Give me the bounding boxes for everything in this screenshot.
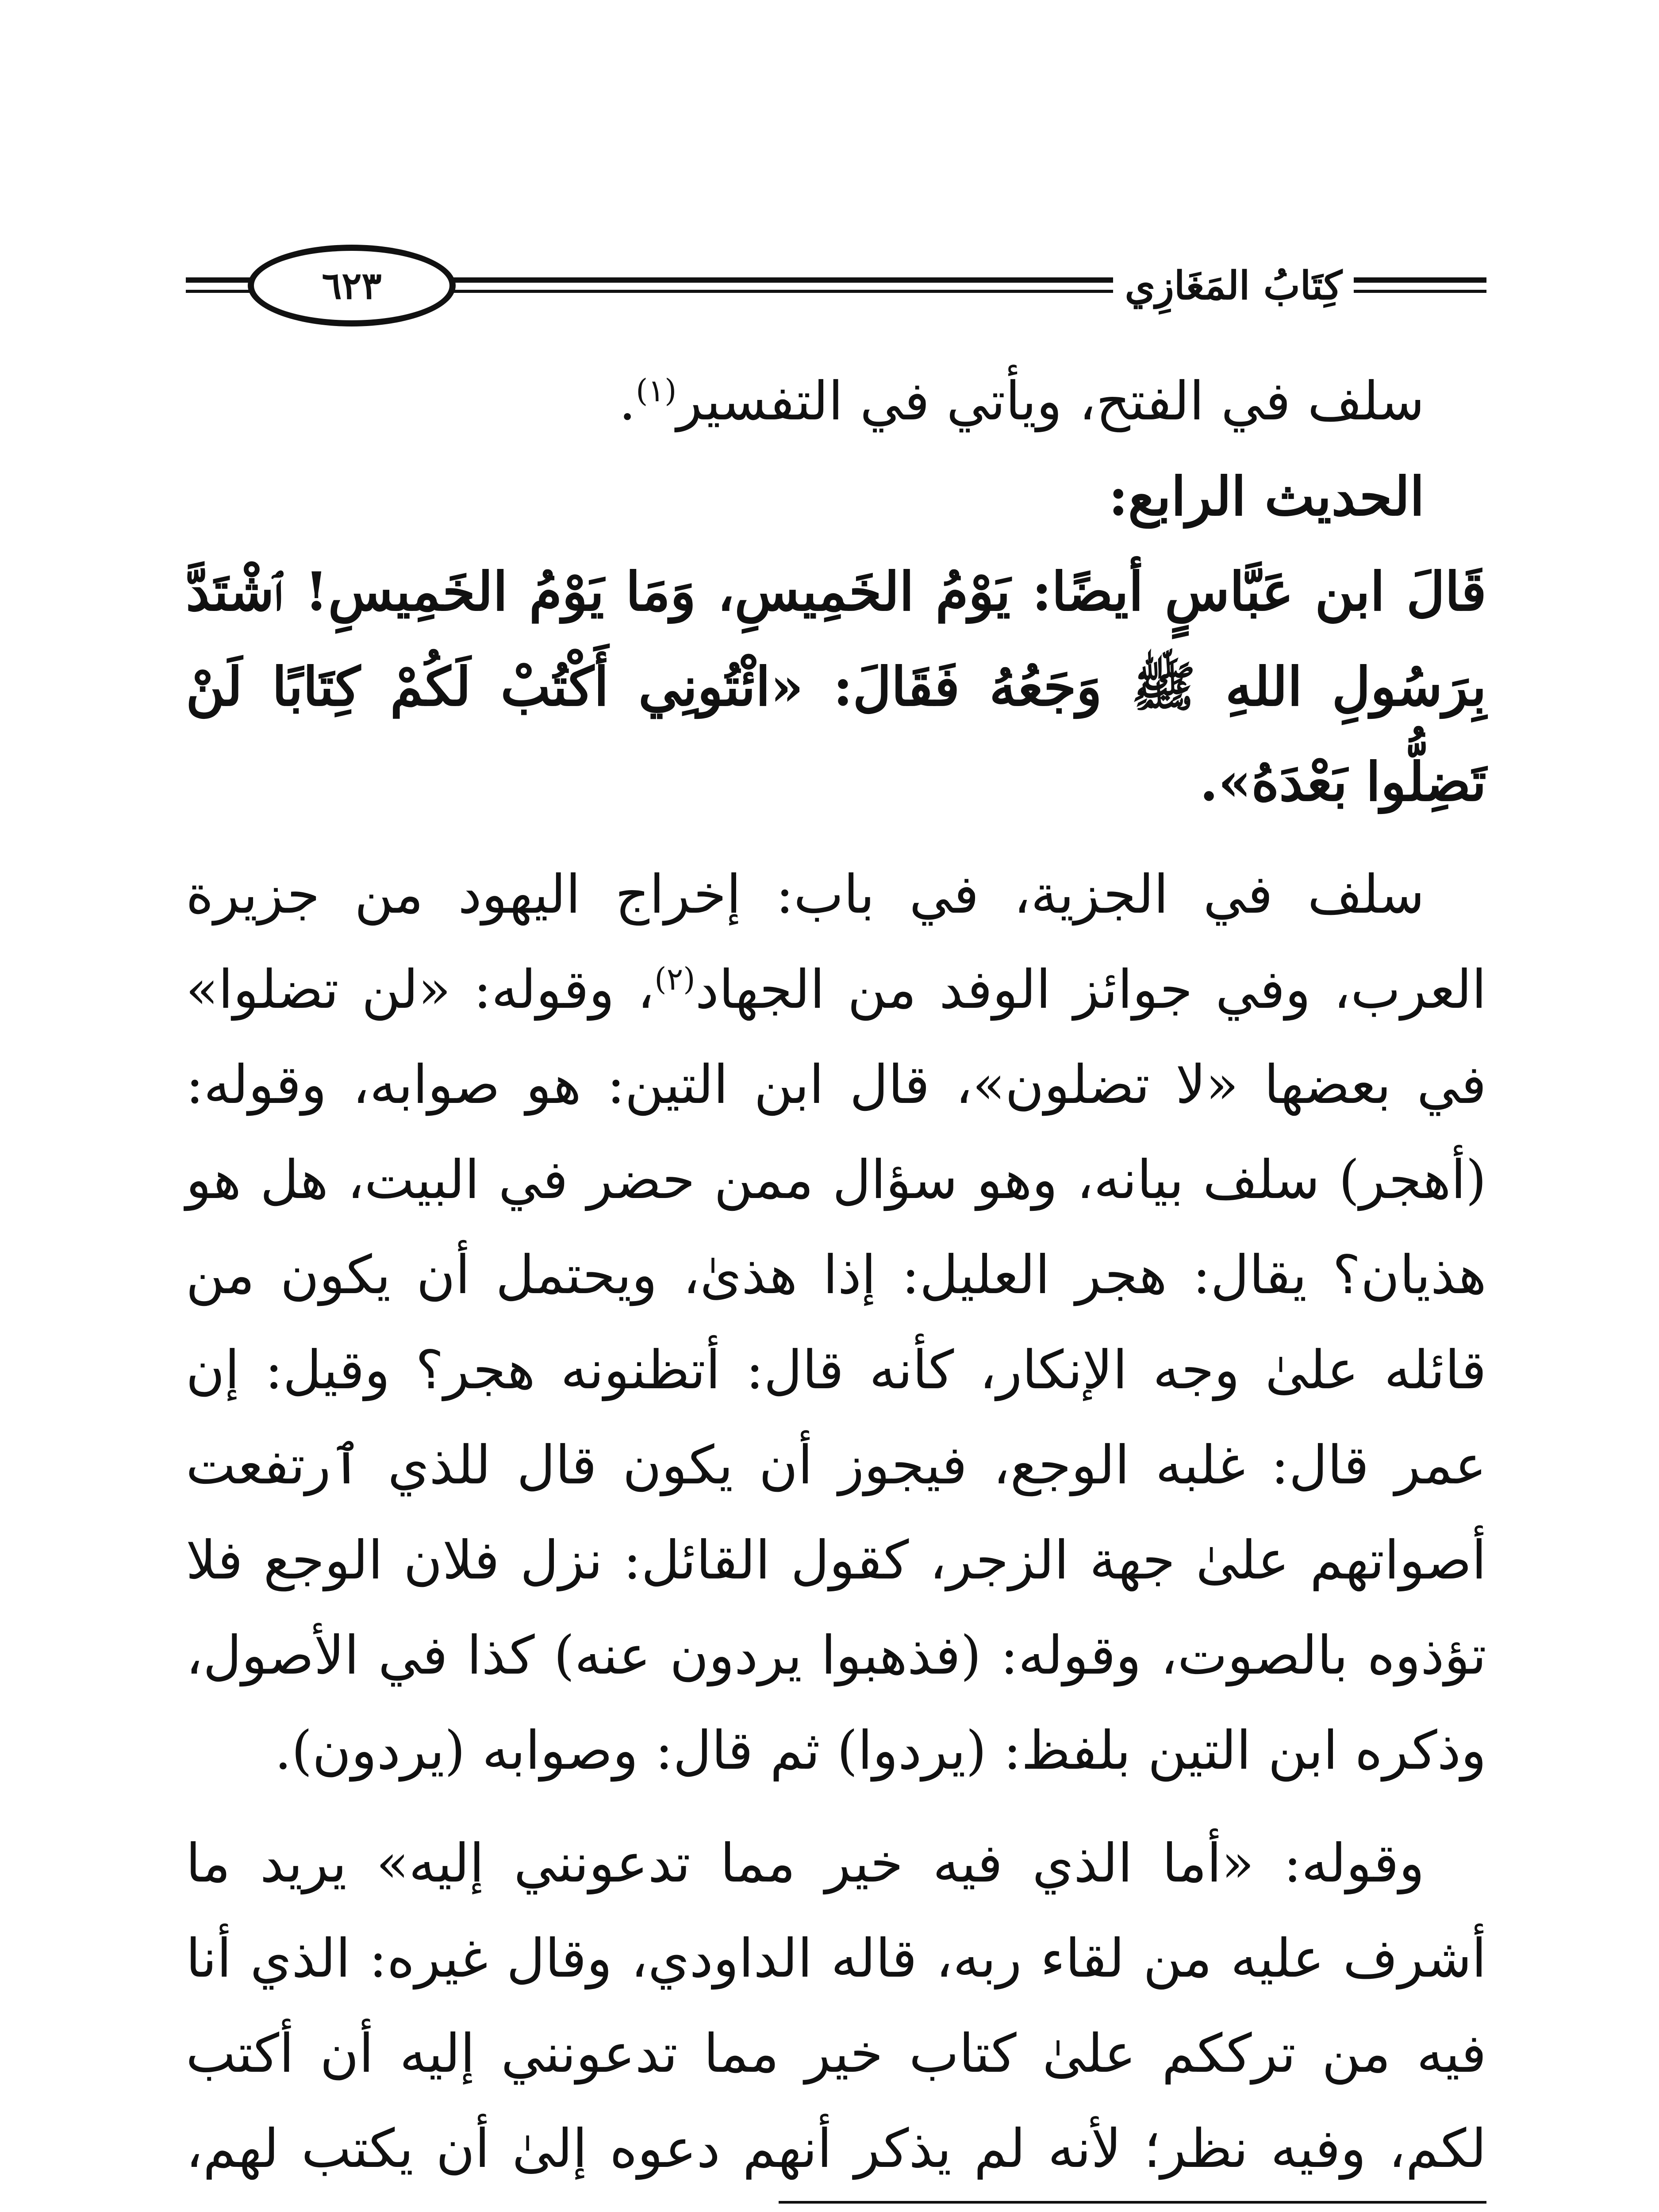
commentary-1-rest: ، وقوله: «لن تضلوا» في بعضها «لا تضلون»، قال ابن التين: هو صوابه، وقوله: (أهجر) سلف بيانه، وهو سؤال ممن حضر في البيت، هل هو هذيان؟ يقال: هجر العليل: إذا هذىٰ، ويحتمل أن يكون من قائله علىٰ وجه الإنكار، كأنه قال: أتظنونه هجر؟ وقيل: إن عمر قال: غلبه الوجع، فيجوز أن يكون قال للذي ٱرتفعت أصواتهم علىٰ جهة الزجر، كقول القائل: نزل فلان الوجع فلا تؤذوه بالصوت، وقوله: (فذهبوا يردون عنه) كذا في الأصول، وذكره ابن التين بلفظ: (يردوا) ثم قال: وصوابه (يردون). <box>186 959 1486 1782</box>
section-heading: الحديث الرابع: <box>1108 465 1425 528</box>
header-rule-left-bottom <box>186 290 252 293</box>
commentary-paragraph-2: وقوله: «أما الذي فيه خير مما تدعونني إليه» يريد ما أشرف عليه من لقاء ربه، قاله الداودي، وقال غيره: الذي أنا فيه من ترككم علىٰ كتاب خير مما تدعونني إليه أن أكتب لكم، وفيه نظر؛ لأنه لم يذكر أنهم دعوه إلىٰ أن يكتب لهم، <box>186 1833 1486 2180</box>
footnote-ref-1[interactable]: (١) <box>636 373 677 409</box>
page-number: ٦٢٣ <box>248 245 456 326</box>
opening-line-text: سلف في الفتح، ويأتي في التفسير <box>676 371 1425 432</box>
main-text <box>186 354 1486 2212</box>
footnote-separator <box>779 2201 1486 2204</box>
book-title: كِتَابُ المَغَازِي <box>1113 254 1354 316</box>
commentary-paragraph-1 <box>186 847 1486 1798</box>
opening-line <box>186 354 1486 449</box>
hadith-text: قَالَ ابن عَبَّاسٍ أيضًا: يَوْمُ الخَمِيسِ، وَمَا يَوْمُ الخَمِيسِ! ٱشْتَدَّ بِرَسُولِ اللهِ ﷺ وَجَعُهُ فَقَالَ: «ائْتُونِي أَكْتُبْ لَكُمْ كِتَابًا لَنْ تَضِلُّوا بَعْدَهُ». <box>186 561 1486 813</box>
commentary-1-start: سلف في الجزية، في باب: إخراج اليهود من جزيرة العرب، وفي جوائز الوفد من الجهاد <box>186 864 1486 1021</box>
header-rule-left-top <box>186 277 252 283</box>
footnote-ref-2[interactable]: (٢) <box>654 961 695 997</box>
opening-line-end: . <box>619 371 636 432</box>
running-header <box>186 237 1486 338</box>
